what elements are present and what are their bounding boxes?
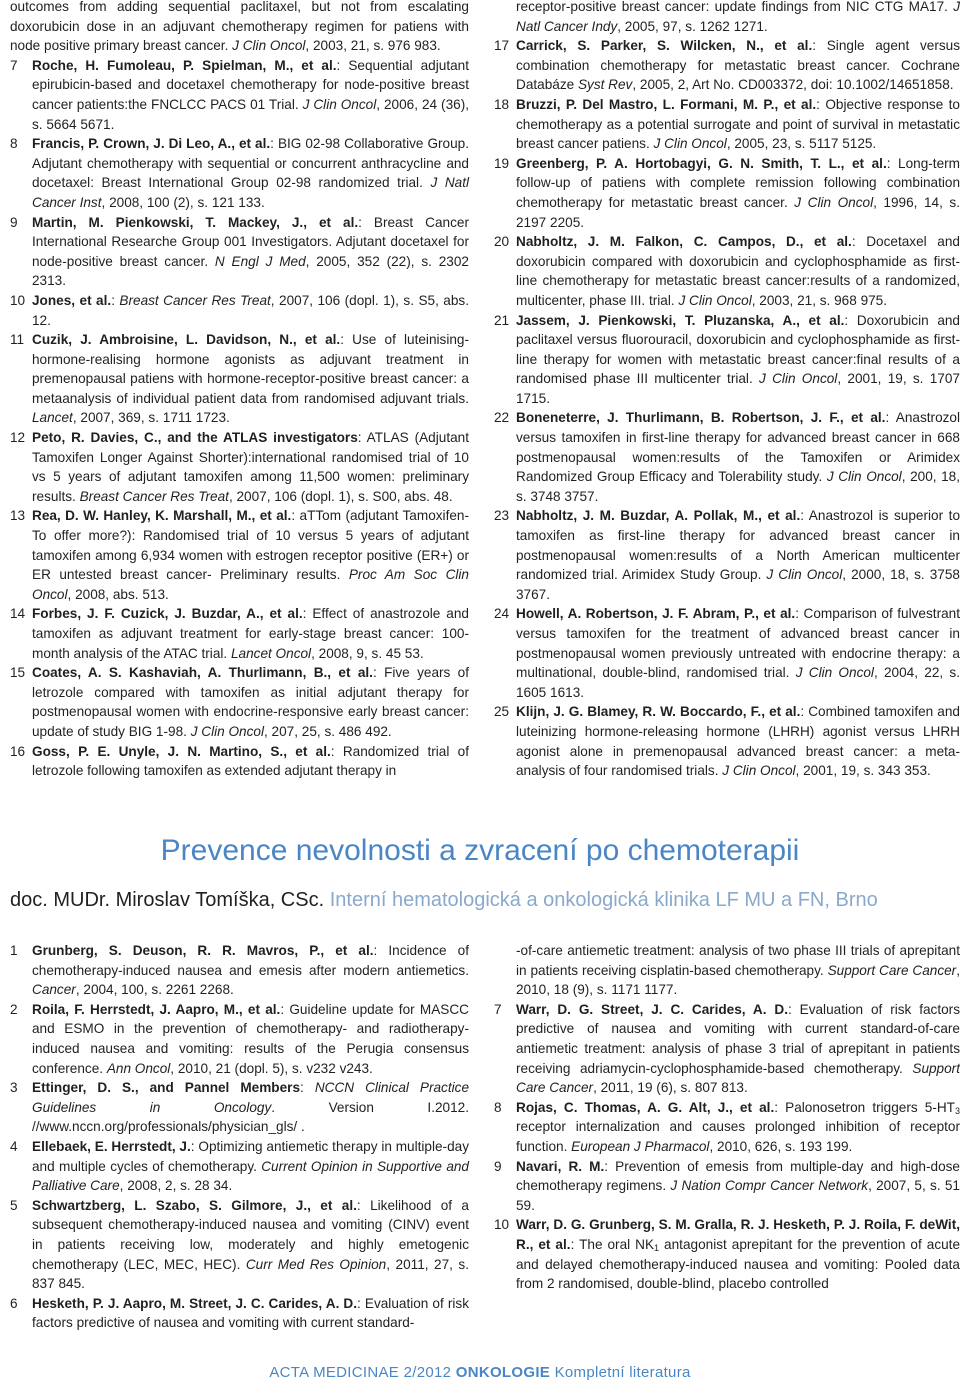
reference-item: 17 Carrick, S. Parker, S. Wilcken, N., et al.: Single agent versus combination chemotherapy for metastatic breast cancer. Cochrane Databáze Syst Rev, 2005, 2, Art No. CD003372, doi: 10.1002/14651858. xyxy=(494,38,960,93)
reference-item: 12 Peto, R. Davies, C., and the ATLAS investigators: ATLAS (Adjutant Tamoxifen Longer Against Shorter):international randomised trial of 10 vs 5 years of adjutant tamoxifen among 11,500 women: preliminary results. Breast Cancer Res Treat, 2007, 106 (dopl. 1), s. S00, abs. 48. xyxy=(10,430,469,504)
reference-item: 1 Grunberg, S. Deuson, R. R. Mavros, P., et al.: Incidence of chemotherapy-induced nausea and emesis after modern antiemetics. Cancer, 2004, 100, s. 2261 2268. xyxy=(10,943,469,998)
reference-item: 14 Forbes, J. F. Cuzick, J. Buzdar, A., et al.: Effect of anastrozole and tamoxifen as adjuvant treatment for early-stage breast cancer: 100-month analysis of the ATAC trial. Lancet Oncol, 2008, 9, s. 45 53. xyxy=(10,606,469,661)
reference-item: 23 Nabholtz, J. M. Buzdar, A. Pollak, M., et al.: Anastrozol is superior to tamoxifen as first-line therapy for advanced breast cancer in postmenopausal women:results of a North American multicenter randomized trial. Arimidex Study Group. J Clin Oncol, 2000, 18, s. 3758 3767. xyxy=(494,508,960,602)
reference-item: 9 Navari, R. M.: Prevention of emesis from multiple-day and high-dose chemotherapy regimens. J Nation Compr Cancer Network, 2007, 5, s. 51 59. xyxy=(494,1158,960,1213)
reference-item: 5 Schwartzberg, L. Szabo, S. Gilmore, J., et al.: Likelihood of a subsequent chemotherapy-induced nausea and vomiting (CINV) event in patients receiving low, moderately and highly emetogenic chemotherapy (LEC, MEC, HEC). Curr Med Res Opinion, 2011, 27, s. 837 845. xyxy=(10,1197,469,1292)
author-affiliation: Interní hematologická a onkologická klinika LF MU a FN, Brno xyxy=(329,889,878,911)
reference-item: 25 Klijn, J. G. Blamey, R. W. Boccardo, F., et al.: Combined tamoxifen and luteinizing hormone-releasing hormone (LHRH) agonist versus LHRH agonist alone in premenopausal advanced breast cancer: a meta-analysis of four randomised trials. J Clin Oncol, 2001, 19, s. 343 353. xyxy=(494,704,960,779)
reference-item: 24 Howell, A. Robertson, J. F. Abram, P., et al.: Comparison of fulvestrant versus tamoxifen for the treatment of advanced breast cancer in postmenopausal women previously untreated with endocrine therapy: a multinational, double-blind, randomised trial. J Clin Oncol, 2004, 22, s. 1605 1613. xyxy=(494,606,960,700)
references-column-top-right xyxy=(494,0,960,781)
page-footer xyxy=(0,1363,960,1383)
reference-continuation: -of-care antiemetic treatment: analysis of two phase III trials of aprepitant in patients receiving cisplatin-based chemotherapy. Support Care Cancer, 2010, 18 (9), s. 1171 1177. xyxy=(516,943,960,998)
reference-item: 8 Rojas, C. Thomas, A. G. Alt, J., et al.: Palonosetron triggers $5-HT_3$ receptor internalization and causes prolonged inhibition of receptor function. European J Pharmacol, 2010, 626, s. 193 199. xyxy=(494,1099,960,1154)
reference-item: 19 Greenberg, P. A. Hortobagyi, G. N. Smith, T. L., et al.: Long-term follow-up of patiens with complete remission following combination chemotherapy for metastatic breast cancer. J Clin Oncol, 1996, 14, s. 2197 2205. xyxy=(494,155,960,230)
reference-item: 18 Bruzzi, P. Del Mastro, L. Formani, M. P., et al.: Objective response to chemotherapy as a potential surrogate and point of survival in metastatic breast cancer patiens. J Clin Oncol, 2005, 23, s. 5117 5125. xyxy=(494,96,960,152)
footer-journal: ACTA MEDICINAE 2/2012 xyxy=(269,1364,452,1381)
reference-item: 3 Ettinger, D. S., and Pannel Members: NCCN Clinical Practice Guidelines in Oncology. Version I.2012. //www.nccn.org/professionals/physician_gls/ . xyxy=(10,1080,470,1135)
reference-item: 22 Boneneterre, J. Thurlimann, B. Robertson, J. F., et al.: Anastrozol versus tamoxifen in first-line therapy for advanced breast cancer in 668 postmenopausal women:results of the Tamoxifen or Arimidex Randomized Group Efficacy and Tolerability study. J Clin Oncol, 200, 18, s. 3748 3757. xyxy=(494,410,960,504)
reference-item: 7 Roche, H. Fumoleau, P. Spielman, M., et al.: Sequential adjutant epirubicin-based and docetaxel chemotherapy for node-positive breast cancer patients:the FNCLCC PACS 01 Trial. J Clin Oncol, 2006, 24 (36), s. 5664 5671. xyxy=(10,57,470,132)
reference-item: 7 Warr, D. G. Street, J. C. Carides, A. D.: Evaluation of risk factors predictive of nausea and vomiting with current standard-of-care antiemetic treatment: analysis of phase 3 trial of aprepitant in patients receiving adriamycin-cyclophosphamide-based chemotherapy. Support Care Cancer, 2011, 19 (6), s. 807 813. xyxy=(494,1001,960,1096)
section-title: Prevence nevolnosti a zvracení po chemoterapii xyxy=(160,834,800,867)
footer-section: ONKOLOGIE xyxy=(455,1364,551,1381)
reference-item: 8 Francis, P. Crown, J. Di Leo, A., et al.: BIG 02-98 Collaborative Group. Adjutant chemotherapy with sequential or concurrent anthracycline and docetaxel: Breast International Group 02-98 randomized trial. J Natl Cancer Inst, 2008, 100 (2), s. 121 133. xyxy=(10,136,469,210)
references-column-bottom-left xyxy=(10,941,469,1333)
reference-continuation: receptor-positive breast cancer: update findings from NIC CTG MA17. J Natl Cancer Indy, 2005, 97, s. 1262 1271. xyxy=(516,0,960,34)
references-column-bottom-right xyxy=(494,941,960,1294)
author-name: doc. MUDr. Miroslav Tomíška, CSc. xyxy=(10,889,325,911)
reference-item: 11 Cuzik, J. Ambroisine, L. Davidson, N., et al.: Use of luteinising-hormone-realising hormone agonists as adjuvant treatment in premenopausal patiens with hormone-receptor-positive breast cancer: a metaanalysis of individual patient data from randomised adjuvant trials. Lancet, 2007, 369, s. 1711 1723. xyxy=(10,332,469,426)
reference-item: 10 Jones, et al.: Breast Cancer Res Treat, 2007, 106 (dopl. 1), s. S5, abs. 12. xyxy=(10,292,469,328)
reference-item: 21 Jassem, J. Pienkowski, T. Pluzanska, A., et al.: Doxorubicin and paclitaxel versus fluorouracil, doxorubicin and cyclophosphamide as first-line therapy for women with metastatic breast cancer:final results of a randomised phase III multicenter trial. J Clin Oncol, 2001, 19, s. 1707 1715. xyxy=(494,312,960,406)
reference-item: 15 Coates, A. S. Kashaviah, A. Thurlimann, B., et al.: Five years of letrozole compared with tamoxifen as initial adjutant therapy for postmenopausal women with endocrine-responsive early breast cancer: update of study BIG 1-98. J Clin Oncol, 207, 25, s. 486 492. xyxy=(10,665,469,739)
author-line xyxy=(10,885,960,915)
footer-title: Kompletní literatura xyxy=(554,1364,691,1381)
reference-item: 20 Nabholtz, J. M. Falkon, C. Campos, D., et al.: Docetaxel and doxorubicin compared with doxorubicin and cyclophosphamide as first-line chemotherapy for metastatic breast cancer:results of a randomized, multicenter, phase III. trial. J Clin Oncol, 2003, 21, s. 968 975. xyxy=(494,234,960,308)
reference-item: 4 Ellebaek, E. Herrstedt, J.: Optimizing antiemetic therapy in multiple-day and multiple cycles of chemotherapy. Current Opinion in Supportive and Palliative Care, 2008, 2, s. 28 34. xyxy=(10,1138,469,1194)
references-column-top-left xyxy=(10,0,469,781)
reference-item: 9 Martin, M. Pienkowski, T. Mackey, J., et al.: Breast Cancer International Researche Group 001 Investigators. Adjutant docetaxel for node-positive breast cancer. N Engl J Med, 2005, 352 (22), s. 2302 2313. xyxy=(10,214,469,289)
reference-item: 6 Hesketh, P. J. Aapro, M. Street, J. C. Carides, A. D.: Evaluation of risk factors predictive of nausea and vomiting with current standard- xyxy=(10,1295,469,1331)
reference-item: 10 Warr, D. G. Grunberg, S. M. Gralla, R. J. Hesketh, P. J. Roila, F. deWit, R., et al.: The oral $NK_1$ antagonist aprepitant for the prevention of acute and delayed chemotherapy-induced nausea and vomiting: Pooled data from 2 randomised, double-blind, placebo controlled xyxy=(494,1217,960,1292)
reference-item: 16 Goss, P. E. Unyle, J. N. Martino, S., et al.: Randomized trial of letrozole following tamoxifen as extended adjutant therapy in xyxy=(10,743,470,779)
reference-item: 13 Rea, D. W. Hanley, K. Marshall, M., et al.: aTTom (adjutant Tamoxifen-To offer more?): Randomised trial of 10 versus 5 years of adjutant tamoxifen among 6,934 women with estrogen receptor positive (ER+) or ER untested breast cancer- Preliminary results. Proc Am Soc Clin Oncol, 2008, abs. 513. xyxy=(10,508,469,602)
reference-item: 2 Roila, F. Herrstedt, J. Aapro, M., et al.: Guideline update for MASCC and ESMO in the prevention of chemotherapy- and radiotherapy-induced nausea and vomiting: results of the Perugia consensus conference. Ann Oncol, 2010, 21 (dopl. 5), s. v232 v243. xyxy=(10,1001,469,1076)
reference-continuation: outcomes from adding sequential paclitaxel, but not from escalating doxorubicin dose in an adjuvant chemotherapy regimen for patiens with node positive primary breast cancer. J Clin Oncol, 2003, 21, s. 976 983. xyxy=(10,0,469,54)
